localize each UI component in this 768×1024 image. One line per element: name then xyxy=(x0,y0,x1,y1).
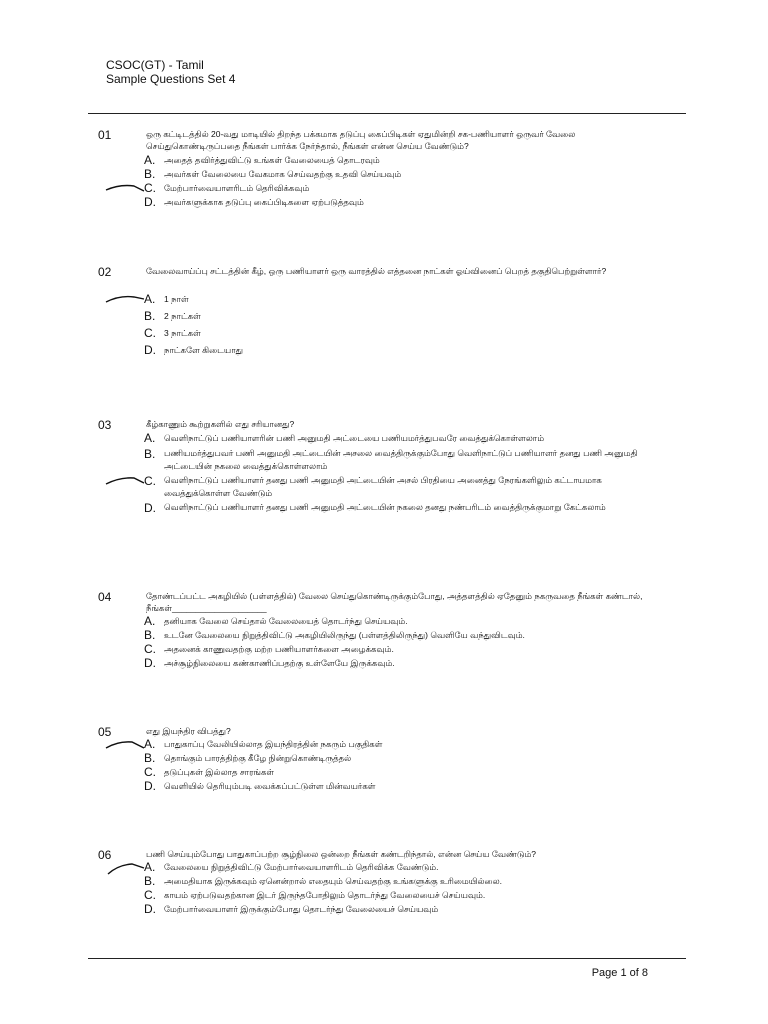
option-text: மேற்பார்வையாளர் இருக்கும்போது தொடர்ந்து வேலையைச் செய்யவும் xyxy=(164,904,439,914)
option-text: மேற்பார்வையாளரிடம் தெரிவிக்கவும் xyxy=(164,183,310,193)
option-a xyxy=(144,153,664,167)
option-d xyxy=(144,501,664,528)
option-text: தடுப்புகள் இல்லாத சாரங்கள் xyxy=(164,767,275,777)
option-a xyxy=(144,292,664,309)
option-c xyxy=(144,642,664,656)
document-header xyxy=(106,58,235,86)
option-letter: D. xyxy=(144,656,156,670)
option-d xyxy=(144,343,664,360)
option-letter: A. xyxy=(144,153,156,167)
option-letter: C. xyxy=(144,474,156,488)
option-text: காயம் ஏற்படுவதற்கான இடர் இருந்தபோதிலும் தொடர்ந்து வேலையைச் செய்யவும். xyxy=(164,890,486,900)
option-letter: A. xyxy=(144,737,156,751)
option-c xyxy=(144,181,664,195)
option-letter: D. xyxy=(144,902,156,916)
option-text: தனியாக வேலை செய்தால் வேலையைத் தொடர்ந்து செய்யவும். xyxy=(164,616,408,626)
question-text: தோண்டப்பட்ட அகழியில் (பள்ளத்தில்) வேலை செய்துகொண்டிருக்கும்போது, அத்தளத்தில் ஏதேனும் நகருவதை நீங்கள் கண்டால், நீங்கள்____________________ xyxy=(146,591,643,613)
question-text: கீழ்காணும் கூற்றுகளில் எது சரியானது? xyxy=(146,419,295,429)
question-number: 06 xyxy=(98,848,112,862)
option-text: உடனே வேலையை நிறுத்திவிட்டு அகழியிலிருந்து (பள்ளத்திலிருந்து) வெளியே வந்துவிடவும். xyxy=(164,630,525,640)
option-text: வெளிநாட்டுப் பணியாளரின் பணி அனுமதி அட்டையை பணியமர்த்துபவரே வைத்துக்கொள்ளலாம் xyxy=(164,433,545,443)
option-letter: B. xyxy=(144,628,156,642)
option-letter: D. xyxy=(144,779,156,793)
answer-mark xyxy=(104,862,146,874)
option-a xyxy=(144,737,664,751)
option-text: அவர்கள் வேலையை வேகமாக செய்வதற்கு உதவி செய்யவும் xyxy=(164,169,402,179)
question-text: எது இயந்திர விபத்து? xyxy=(146,726,231,736)
options-list xyxy=(144,431,664,528)
option-d xyxy=(144,902,664,916)
answer-mark xyxy=(104,183,146,195)
page-number: Page 1 of 8 xyxy=(591,967,648,979)
option-b xyxy=(144,628,664,642)
option-text: அச்சூழ்நிலையை கண்காணிப்பதற்கு உள்ளேயே இருக்கவும். xyxy=(164,658,395,668)
question-number: 03 xyxy=(98,418,112,432)
option-text: அமைதியாக இருக்கவும் ஏனென்றால் எதையும் செய்வதற்கு உங்களுக்கு உரிமையில்லை. xyxy=(164,876,502,886)
option-letter: C. xyxy=(144,642,156,656)
question-04 xyxy=(98,590,678,670)
option-letter: A. xyxy=(144,292,156,306)
option-a xyxy=(144,431,664,447)
option-letter: D. xyxy=(144,343,156,357)
question-text: ஒரு கட்டிடத்தில் 20-வது மாடியில் திறந்த பக்கமாக தடுப்பு கைப்பிடிகள் ஏதுமின்றி சக-பணியாளர் ஒருவர் வேலை செய்துகொண்டிருப்பதை நீங்கள் பார்க்க நேர்ந்தால், நீங்கள் என்ன செய்ய வேண்டும்? xyxy=(146,129,576,151)
option-b xyxy=(144,751,664,765)
option-letter: B. xyxy=(144,874,156,888)
option-letter: B. xyxy=(144,751,156,765)
option-text: வேலையை நிறுத்திவிட்டு மேற்பார்வையாளரிடம் தெரிவிக்க வேண்டும். xyxy=(164,862,439,872)
option-c xyxy=(144,888,664,902)
option-text: அதனைக் காணுவதற்கு மற்ற பணியாளர்களை அழைக்கவும். xyxy=(164,644,394,654)
option-a xyxy=(144,614,664,628)
option-text: வெளிநாட்டுப் பணியாளர் தனது பணி அனுமதி அட்டையின் அசல் பிரதியை அனைத்து நேரங்களிலும் கட்டாயமாக வைத்துக்கொள்ள வேண்டும் xyxy=(164,475,602,498)
option-text: பாதுகாப்பு வேலியில்லாத இயந்திரத்தின் நகரும் பகுதிகள் xyxy=(164,739,383,749)
option-text: அவர்களுக்காக தடுப்பு கைப்பிடிகளை ஏற்படுத்தவும் xyxy=(164,197,364,207)
option-letter: C. xyxy=(144,765,156,779)
option-d xyxy=(144,195,664,209)
question-02 xyxy=(98,265,678,360)
question-text: வேலைவாய்ப்பு சட்டத்தின் கீழ், ஒரு பணியாளர் ஒரு வாரத்தில் எத்தனை நாட்கள் ஓய்வினைப் பெறத் தகுதிபெற்றுள்ளார்? xyxy=(146,266,607,276)
option-c xyxy=(144,474,664,501)
question-03 xyxy=(98,418,678,538)
option-b xyxy=(144,447,664,474)
option-letter: C. xyxy=(144,888,156,902)
option-letter: C. xyxy=(144,181,156,195)
option-d xyxy=(144,779,664,793)
option-c xyxy=(144,765,664,779)
top-divider xyxy=(88,113,686,114)
options-list xyxy=(144,153,664,209)
option-b xyxy=(144,874,664,888)
options-list xyxy=(144,860,664,916)
option-letter: A. xyxy=(144,614,156,628)
question-number: 04 xyxy=(98,590,112,604)
option-c xyxy=(144,326,664,343)
option-text: அதைத் தவிர்த்துவிட்டு உங்கள் வேலையைத் தொடரவும் xyxy=(164,155,380,165)
options-list xyxy=(144,614,664,670)
question-text: பணி செய்யும்போது பாதுகாப்பற்ற சூழ்நிலை ஒன்றை நீங்கள் கண்டறிந்தால், என்ன செய்ய வேண்டும்? xyxy=(146,849,537,859)
option-letter: A. xyxy=(144,860,156,874)
set-title: Sample Questions Set 4 xyxy=(106,72,236,86)
question-06 xyxy=(98,848,678,923)
option-text: 3 நாட்கள் xyxy=(164,328,201,338)
option-text: 1 நாள் xyxy=(164,294,189,304)
option-letter: B. xyxy=(144,167,156,181)
option-b xyxy=(144,167,664,181)
options-list xyxy=(144,292,664,360)
course-title: CSOC(GT) - Tamil xyxy=(106,58,204,72)
question-number: 01 xyxy=(98,128,112,142)
answer-mark xyxy=(104,476,146,488)
option-letter: B. xyxy=(144,447,156,461)
answer-mark xyxy=(104,739,146,751)
option-letter: D. xyxy=(144,501,156,515)
option-letter: A. xyxy=(144,431,156,445)
option-letter: D. xyxy=(144,195,156,209)
option-b xyxy=(144,309,664,326)
option-letter: B. xyxy=(144,309,156,323)
option-text: வெளியில் தெரியும்படி வைக்கப்பட்டுள்ள மின்வயர்கள் xyxy=(164,781,376,791)
question-number: 02 xyxy=(98,265,112,279)
question-05 xyxy=(98,725,678,800)
options-list xyxy=(144,737,664,793)
option-a xyxy=(144,860,664,874)
question-number: 05 xyxy=(98,725,112,739)
option-text: நாட்களே கிடையாது xyxy=(164,345,244,355)
option-text: வெளிநாட்டுப் பணியாளர் தனது பணி அனுமதி அட்டையின் நகலை தனது நண்பரிடம் வைத்திருக்குமாறு கேட்கலாம் xyxy=(164,502,606,512)
answer-mark xyxy=(104,294,146,306)
question-01 xyxy=(98,128,678,208)
option-d xyxy=(144,656,664,670)
option-text: 2 நாட்கள் xyxy=(164,311,201,321)
bottom-divider xyxy=(88,958,686,959)
option-text: தொங்கும் பாரத்திற்கு கீழே நின்றுகொண்டிருத்தல் xyxy=(164,753,352,763)
option-text: பணியமர்த்துபவர் பணி அனுமதி அட்டையின் அசலை வைத்திருக்கும்போது வெளிநாட்டுப் பணியாளர் தனது பணி அனுமதி அட்டையின் நகலை வைத்துக்கொள்ளலாம் xyxy=(164,448,638,471)
option-letter: C. xyxy=(144,326,156,340)
